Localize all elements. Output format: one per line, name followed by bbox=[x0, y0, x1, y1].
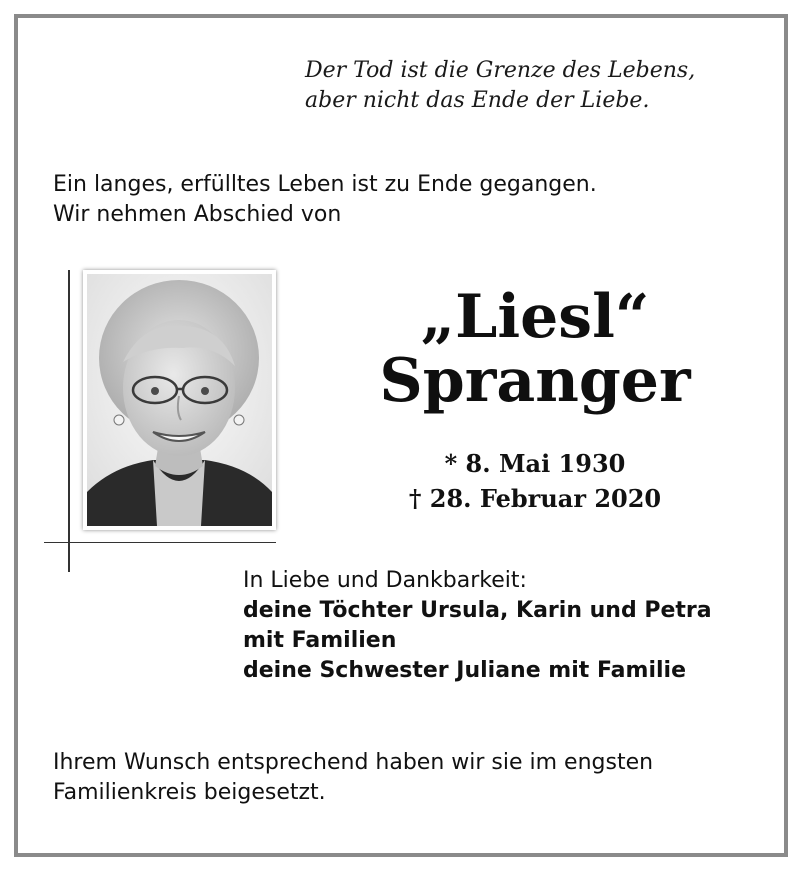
deceased-name bbox=[360, 282, 710, 416]
birth-date: * 8. Mai 1930 bbox=[444, 449, 626, 478]
mourners-intro: In Liebe und Dankbarkeit: bbox=[243, 568, 527, 593]
mourners-line-1: deine Töchter Ursula, Karin und Petra bbox=[243, 598, 712, 623]
portrait-image bbox=[83, 270, 276, 530]
closing-line-1: Ihrem Wunsch entsprechend haben wir sie im engsten bbox=[53, 750, 654, 775]
intro-line-1: Ein langes, erfülltes Leben ist zu Ende gegangen. bbox=[53, 172, 597, 197]
memorial-quote bbox=[305, 56, 695, 116]
closing-line-2: Familienkreis beigesetzt. bbox=[53, 780, 326, 805]
life-dates bbox=[360, 446, 710, 516]
mourners-list bbox=[243, 566, 712, 686]
deceased-surname: Spranger bbox=[379, 346, 691, 416]
closing-text bbox=[53, 748, 653, 808]
deceased-nickname: „Liesl“ bbox=[420, 282, 650, 352]
decorative-vertical-line bbox=[68, 270, 70, 572]
mourners-line-3: deine Schwester Juliane mit Familie bbox=[243, 658, 686, 683]
death-date: † 28. Februar 2020 bbox=[408, 484, 662, 513]
mourners-line-2: mit Familien bbox=[243, 628, 397, 653]
decorative-horizontal-line bbox=[44, 542, 276, 543]
intro-text bbox=[53, 170, 597, 230]
portrait-photo bbox=[83, 270, 276, 530]
quote-line-2: aber nicht das Ende der Liebe. bbox=[305, 88, 650, 113]
intro-line-2: Wir nehmen Abschied von bbox=[53, 202, 342, 227]
quote-line-1: Der Tod ist die Grenze des Lebens, bbox=[305, 58, 696, 83]
